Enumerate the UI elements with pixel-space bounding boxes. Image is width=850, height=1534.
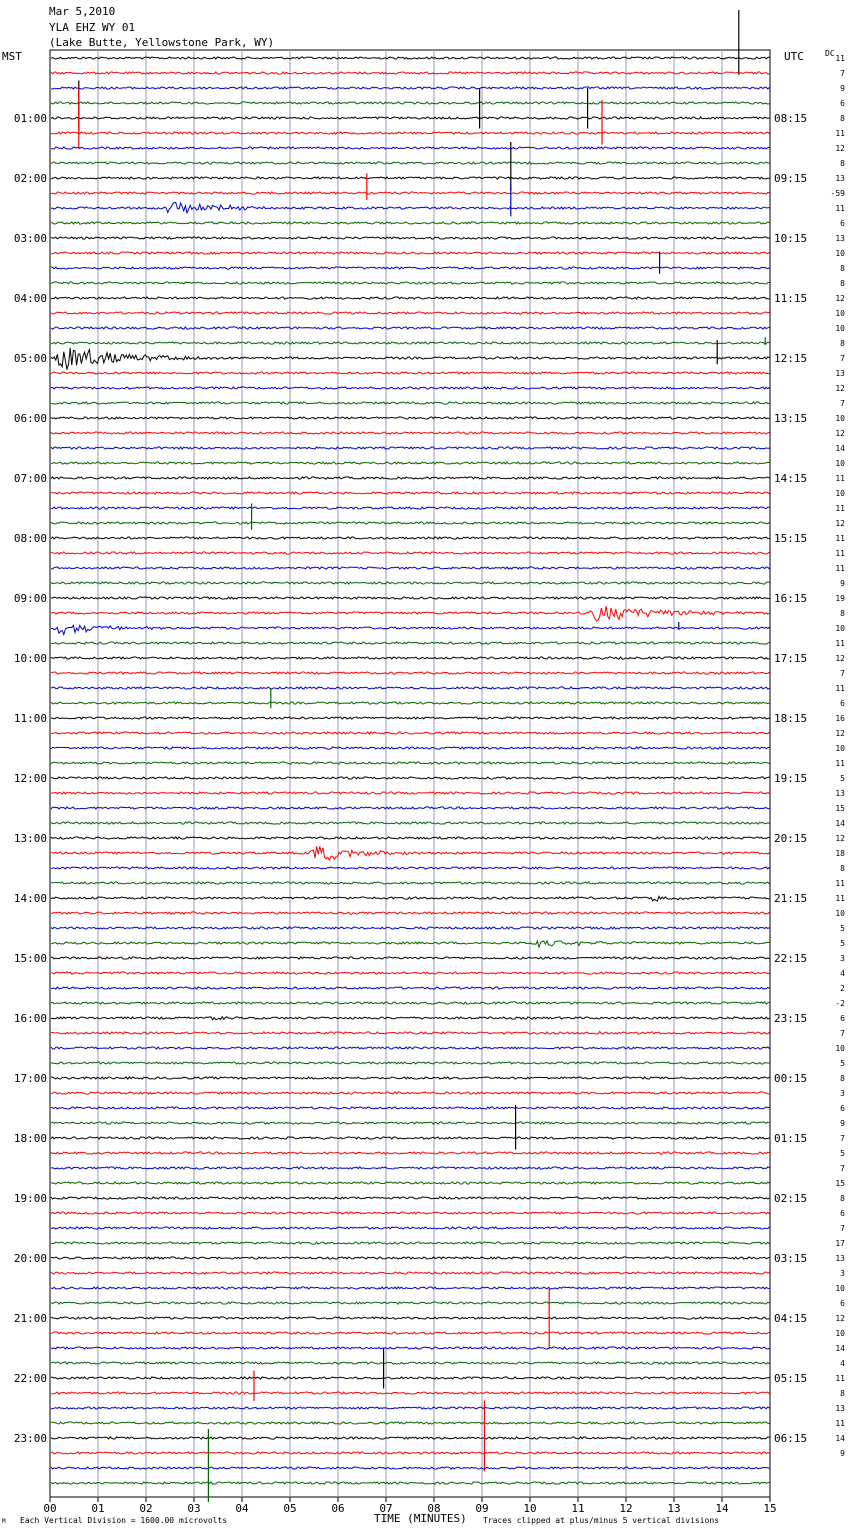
trace-line <box>51 1227 769 1229</box>
dc-offset-value: 11 <box>835 564 845 573</box>
dc-offset-value: 10 <box>835 414 845 423</box>
utc-hour-label: 11:15 <box>774 292 808 305</box>
mst-hour-label: 20:00 <box>13 1252 47 1265</box>
mst-hour-label: 12:00 <box>13 772 47 785</box>
utc-hour-label: 14:15 <box>774 472 808 485</box>
dc-offset-value: 9 <box>840 1449 845 1458</box>
mst-hour-label: 18:00 <box>13 1132 47 1145</box>
trace-line <box>51 177 769 179</box>
trace-line <box>51 447 769 449</box>
trace-line <box>51 237 769 239</box>
dc-offset-value: 10 <box>835 1044 845 1053</box>
dc-offset-value: 11 <box>835 504 845 513</box>
dc-offset-value: 7 <box>840 669 845 678</box>
mst-hour-label: 21:00 <box>13 1312 47 1325</box>
dc-offset-value: 14 <box>835 1344 845 1353</box>
x-tick-label: 13 <box>667 1502 681 1515</box>
trace-line <box>51 522 769 524</box>
trace-line <box>51 552 769 554</box>
x-tick-label: 03 <box>187 1502 201 1515</box>
dc-offset-value: 7 <box>840 1029 845 1038</box>
dc-offset-value: 15 <box>835 804 845 813</box>
x-tick-label: 14 <box>715 1502 729 1515</box>
trace-line <box>51 1167 769 1169</box>
dc-offset-value: 11 <box>835 474 845 483</box>
dc-offset-value: 12 <box>835 294 845 303</box>
dc-offset-value: 14 <box>835 444 845 453</box>
mst-hour-label: 06:00 <box>13 412 47 425</box>
trace-line <box>51 837 769 839</box>
dc-offset-value: 13 <box>835 789 845 798</box>
dc-offset-value: 11 <box>835 639 845 648</box>
trace-line <box>51 417 769 419</box>
x-tick-label: 04 <box>235 1502 249 1515</box>
dc-offset-value: 13 <box>835 174 845 183</box>
dc-offset-value: 17 <box>835 1239 845 1248</box>
trace-line <box>51 702 769 704</box>
dc-offset-value: 10 <box>835 309 845 318</box>
trace-line <box>51 1452 769 1454</box>
trace-line <box>51 606 769 621</box>
dc-offset-value: 12 <box>835 144 845 153</box>
dc-offset-value: 9 <box>840 84 845 93</box>
trace-line <box>51 1287 769 1289</box>
dc-offset-value: 13 <box>835 369 845 378</box>
trace-line <box>51 807 769 809</box>
x-tick-label: 05 <box>283 1502 297 1515</box>
mst-hour-label: 07:00 <box>13 472 47 485</box>
trace-line <box>51 642 769 644</box>
mst-hour-label: 13:00 <box>13 832 47 845</box>
trace-line <box>51 657 769 659</box>
dc-offset-value: 6 <box>840 1299 845 1308</box>
header-station: YLA EHZ WY 01 <box>49 21 136 34</box>
utc-hour-label: 15:15 <box>774 532 808 545</box>
trace-line <box>51 1137 769 1139</box>
trace-line <box>51 941 769 948</box>
dc-offset-value: 19 <box>835 594 845 603</box>
trace-line <box>51 327 769 329</box>
mst-hour-label: 01:00 <box>13 112 47 125</box>
trace-line <box>51 267 769 269</box>
dc-offset-value: 7 <box>840 1164 845 1173</box>
trace-line <box>51 672 769 674</box>
trace-line <box>51 462 769 464</box>
x-tick-label: 11 <box>571 1502 585 1515</box>
dc-offset-value: 8 <box>840 279 845 288</box>
trace-line <box>51 987 769 989</box>
dc-offset-value: 12 <box>835 834 845 843</box>
dc-offset-value: 10 <box>835 909 845 918</box>
dc-offset-value: 10 <box>835 1329 845 1338</box>
trace-line <box>51 1077 769 1079</box>
mst-hour-label: 16:00 <box>13 1012 47 1025</box>
trace-line <box>51 1437 769 1439</box>
trace-line <box>51 387 769 389</box>
dc-offset-value: 7 <box>840 354 845 363</box>
trace-line <box>51 117 769 119</box>
trace-line <box>51 762 769 764</box>
trace-line <box>51 507 769 509</box>
trace-line <box>51 432 769 434</box>
dc-offset-value: 8 <box>840 264 845 273</box>
x-tick-label: 07 <box>379 1502 393 1515</box>
dc-label: DC <box>825 49 835 58</box>
trace-line <box>51 1017 769 1020</box>
trace-line <box>51 1332 769 1334</box>
dc-offset-value: 5 <box>840 1149 845 1158</box>
trace-line <box>51 1422 769 1424</box>
trace-line <box>51 348 769 370</box>
trace-line <box>51 1407 769 1409</box>
trace-line <box>51 912 769 914</box>
mst-hour-label: 03:00 <box>13 232 47 245</box>
x-tick-label: 12 <box>619 1502 633 1515</box>
x-tick-label: 08 <box>427 1502 441 1515</box>
dc-offset-value: 6 <box>840 1209 845 1218</box>
trace-line <box>51 252 769 254</box>
dc-offset-value: 3 <box>840 1089 845 1098</box>
utc-hour-label: 06:15 <box>774 1432 808 1445</box>
trace-line <box>51 846 769 860</box>
trace-line <box>51 1377 769 1379</box>
mst-hour-label: 08:00 <box>13 532 47 545</box>
trace-line <box>51 747 769 749</box>
logo-mark: M <box>2 1518 6 1525</box>
utc-hour-label: 23:15 <box>774 1012 808 1025</box>
dc-offset-value: 11 <box>835 534 845 543</box>
dc-offset-value: 11 <box>835 1419 845 1428</box>
trace-line <box>51 777 769 779</box>
header-location: (Lake Butte, Yellowstone Park, WY) <box>49 36 275 49</box>
trace-line <box>51 102 769 104</box>
dc-offset-value: 15 <box>835 1179 845 1188</box>
dc-offset-value: 10 <box>835 459 845 468</box>
dc-offset-value: 10 <box>835 1284 845 1293</box>
utc-hour-label: 10:15 <box>774 232 808 245</box>
trace-line <box>51 1122 769 1124</box>
trace-line <box>51 57 769 59</box>
dc-offset-value: 4 <box>840 1359 845 1368</box>
utc-hour-label: 16:15 <box>774 592 808 605</box>
trace-line <box>51 687 769 689</box>
trace-line <box>51 1212 769 1214</box>
dc-offset-value: 7 <box>840 1224 845 1233</box>
utc-hour-label: 08:15 <box>774 112 808 125</box>
mst-hour-label: 09:00 <box>13 592 47 605</box>
x-tick-label: 10 <box>523 1502 537 1515</box>
x-tick-label: 15 <box>763 1502 777 1515</box>
trace-line <box>51 1152 769 1154</box>
mst-hour-label: 15:00 <box>13 952 47 965</box>
dc-offset-value: 11 <box>835 129 845 138</box>
dc-offset-value: 12 <box>835 729 845 738</box>
utc-hour-label: 13:15 <box>774 412 808 425</box>
dc-offset-value: 9 <box>840 1119 845 1128</box>
dc-offset-value: 12 <box>835 384 845 393</box>
utc-hour-label: 01:15 <box>774 1132 808 1145</box>
trace-line <box>51 1347 769 1349</box>
trace-line <box>51 957 769 959</box>
trace-line <box>51 927 769 929</box>
mst-hour-label: 02:00 <box>13 172 47 185</box>
trace-line <box>51 87 769 89</box>
x-axis-label: TIME (MINUTES) <box>374 1512 467 1525</box>
dc-offset-value: 7 <box>840 69 845 78</box>
mst-hour-label: 17:00 <box>13 1072 47 1085</box>
trace-line <box>51 222 769 224</box>
dc-offset-value: 6 <box>840 1104 845 1113</box>
x-tick-label: 02 <box>139 1502 153 1515</box>
dc-offset-value: 8 <box>840 114 845 123</box>
trace-line <box>51 896 769 901</box>
dc-offset-value: 8 <box>840 1194 845 1203</box>
header-date: Mar 5,2010 <box>49 5 116 18</box>
trace-line <box>51 342 769 344</box>
utc-hour-label: 22:15 <box>774 952 808 965</box>
utc-hour-label: 12:15 <box>774 352 808 365</box>
dc-offset-value: 6 <box>840 699 845 708</box>
mst-hour-label: 05:00 <box>13 352 47 365</box>
trace-line <box>51 1002 769 1004</box>
dc-offset-value: 11 <box>835 759 845 768</box>
dc-offset-value: 12 <box>835 429 845 438</box>
utc-hour-label: 00:15 <box>774 1072 808 1085</box>
trace-line <box>51 162 769 164</box>
mst-hour-label: 22:00 <box>13 1372 47 1385</box>
trace-line <box>51 1182 769 1184</box>
dc-offset-value: 11 <box>835 879 845 888</box>
trace-line <box>51 717 769 719</box>
dc-offset-value: 3 <box>840 1269 845 1278</box>
dc-offset-value: 4 <box>840 969 845 978</box>
dc-offset-value: 10 <box>835 624 845 633</box>
trace-line <box>51 192 769 194</box>
dc-offset-value: 12 <box>835 654 845 663</box>
trace-line <box>51 792 769 794</box>
dc-offset-value: 14 <box>835 1434 845 1443</box>
dc-offset-value: 2 <box>840 984 845 993</box>
dc-offset-value: 8 <box>840 339 845 348</box>
trace-line <box>51 372 769 374</box>
trace-line <box>51 1467 769 1469</box>
utc-hour-label: 17:15 <box>774 652 808 665</box>
trace-line <box>51 732 769 734</box>
mst-hour-label: 14:00 <box>13 892 47 905</box>
trace-line <box>51 492 769 494</box>
mst-hour-label: 10:00 <box>13 652 47 665</box>
dc-offset-value: 7 <box>840 1134 845 1143</box>
trace-line <box>51 1047 769 1049</box>
seismic-traces <box>51 10 769 1502</box>
trace-line <box>51 972 769 974</box>
dc-offset-value: 8 <box>840 609 845 618</box>
trace-line <box>51 1257 769 1259</box>
trace-line <box>51 282 769 284</box>
scale-note: Each Vertical Division = 1600.00 microvolts <box>20 1516 228 1525</box>
dc-offset-value: -59 <box>830 189 845 198</box>
dc-offset-value: 7 <box>840 399 845 408</box>
dc-offset-value: 11 <box>835 204 845 213</box>
dc-offset-value: 10 <box>835 744 845 753</box>
mst-hour-label: 23:00 <box>13 1432 47 1445</box>
utc-hour-label: 19:15 <box>774 772 808 785</box>
dc-offset-value: 8 <box>840 1074 845 1083</box>
dc-offset-value: 9 <box>840 579 845 588</box>
dc-offset-value: 11 <box>835 549 845 558</box>
trace-line <box>51 567 769 569</box>
trace-line <box>51 312 769 314</box>
trace-line <box>51 537 769 539</box>
dc-offset-value: 11 <box>835 54 845 63</box>
trace-line <box>51 882 769 884</box>
x-tick-label: 01 <box>91 1502 105 1515</box>
trace-line <box>51 1392 769 1394</box>
utc-hour-label: 20:15 <box>774 832 808 845</box>
trace-line <box>51 1197 769 1199</box>
trace-line <box>51 1062 769 1064</box>
trace-line <box>51 203 769 213</box>
utc-hour-label: 18:15 <box>774 712 808 725</box>
trace-line <box>51 822 769 824</box>
dc-offset-value: 11 <box>835 684 845 693</box>
trace-line <box>51 1107 769 1109</box>
dc-offset-value: 10 <box>835 324 845 333</box>
utc-hour-label: 21:15 <box>774 892 808 905</box>
trace-line <box>51 1482 769 1484</box>
mst-hour-label: 11:00 <box>13 712 47 725</box>
mst-hour-label: 19:00 <box>13 1192 47 1205</box>
trace-line <box>51 147 769 149</box>
trace-line <box>51 867 769 869</box>
dc-offset-value: 10 <box>835 249 845 258</box>
utc-label: UTC <box>784 50 804 63</box>
trace-line <box>51 132 769 134</box>
trace-line <box>51 297 769 299</box>
dc-offset-value: 12 <box>835 519 845 528</box>
dc-offset-value: 13 <box>835 1404 845 1413</box>
dc-offset-value: 5 <box>840 939 845 948</box>
x-tick-label: 00 <box>43 1502 57 1515</box>
x-tick-label: 09 <box>475 1502 489 1515</box>
utc-hour-label: 05:15 <box>774 1372 808 1385</box>
dc-offset-value: 5 <box>840 1059 845 1068</box>
dc-offset-value: 8 <box>840 864 845 873</box>
dc-offset-value: 6 <box>840 99 845 108</box>
dc-offset-value: -2 <box>835 999 845 1008</box>
utc-hour-label: 09:15 <box>774 172 808 185</box>
utc-hour-label: 03:15 <box>774 1252 808 1265</box>
dc-offset-value: 14 <box>835 819 845 828</box>
dc-offset-value: 12 <box>835 1314 845 1323</box>
dc-offset-value: 8 <box>840 159 845 168</box>
trace-line <box>51 597 769 599</box>
utc-hour-label: 02:15 <box>774 1192 808 1205</box>
trace-line <box>51 582 769 584</box>
trace-line <box>51 1317 769 1319</box>
trace-line <box>51 1272 769 1274</box>
trace-line <box>51 402 769 404</box>
dc-offset-value: 10 <box>835 489 845 498</box>
dc-offset-value: 18 <box>835 849 845 858</box>
mst-hour-labels <box>14 112 47 1445</box>
trace-line <box>51 72 769 74</box>
clip-note: Traces clipped at plus/minus 5 vertical divisions <box>483 1516 720 1525</box>
trace-line <box>51 477 769 479</box>
utc-hour-label: 04:15 <box>774 1312 808 1325</box>
dc-offset-value: 5 <box>840 924 845 933</box>
dc-offset-value: 13 <box>835 1254 845 1263</box>
mst-hour-label: 04:00 <box>13 292 47 305</box>
mst-label: MST <box>2 50 22 63</box>
dc-offset-value: 3 <box>840 954 845 963</box>
dc-offset-labels <box>831 54 846 1458</box>
dc-offset-value: 5 <box>840 774 845 783</box>
trace-line <box>51 1242 769 1244</box>
x-tick-label: 06 <box>331 1502 345 1515</box>
dc-offset-value: 13 <box>835 234 845 243</box>
trace-line <box>51 625 769 634</box>
dc-offset-value: 11 <box>835 1374 845 1383</box>
trace-line <box>51 1302 769 1304</box>
trace-line <box>51 1032 769 1035</box>
utc-hour-labels <box>774 112 807 1445</box>
trace-line <box>51 1092 769 1094</box>
dc-offset-value: 6 <box>840 1014 845 1023</box>
dc-offset-value: 6 <box>840 219 845 228</box>
dc-offset-value: 16 <box>835 714 845 723</box>
dc-offset-value: 11 <box>835 894 845 903</box>
trace-line <box>51 1362 769 1364</box>
dc-offset-value: 8 <box>840 1389 845 1398</box>
